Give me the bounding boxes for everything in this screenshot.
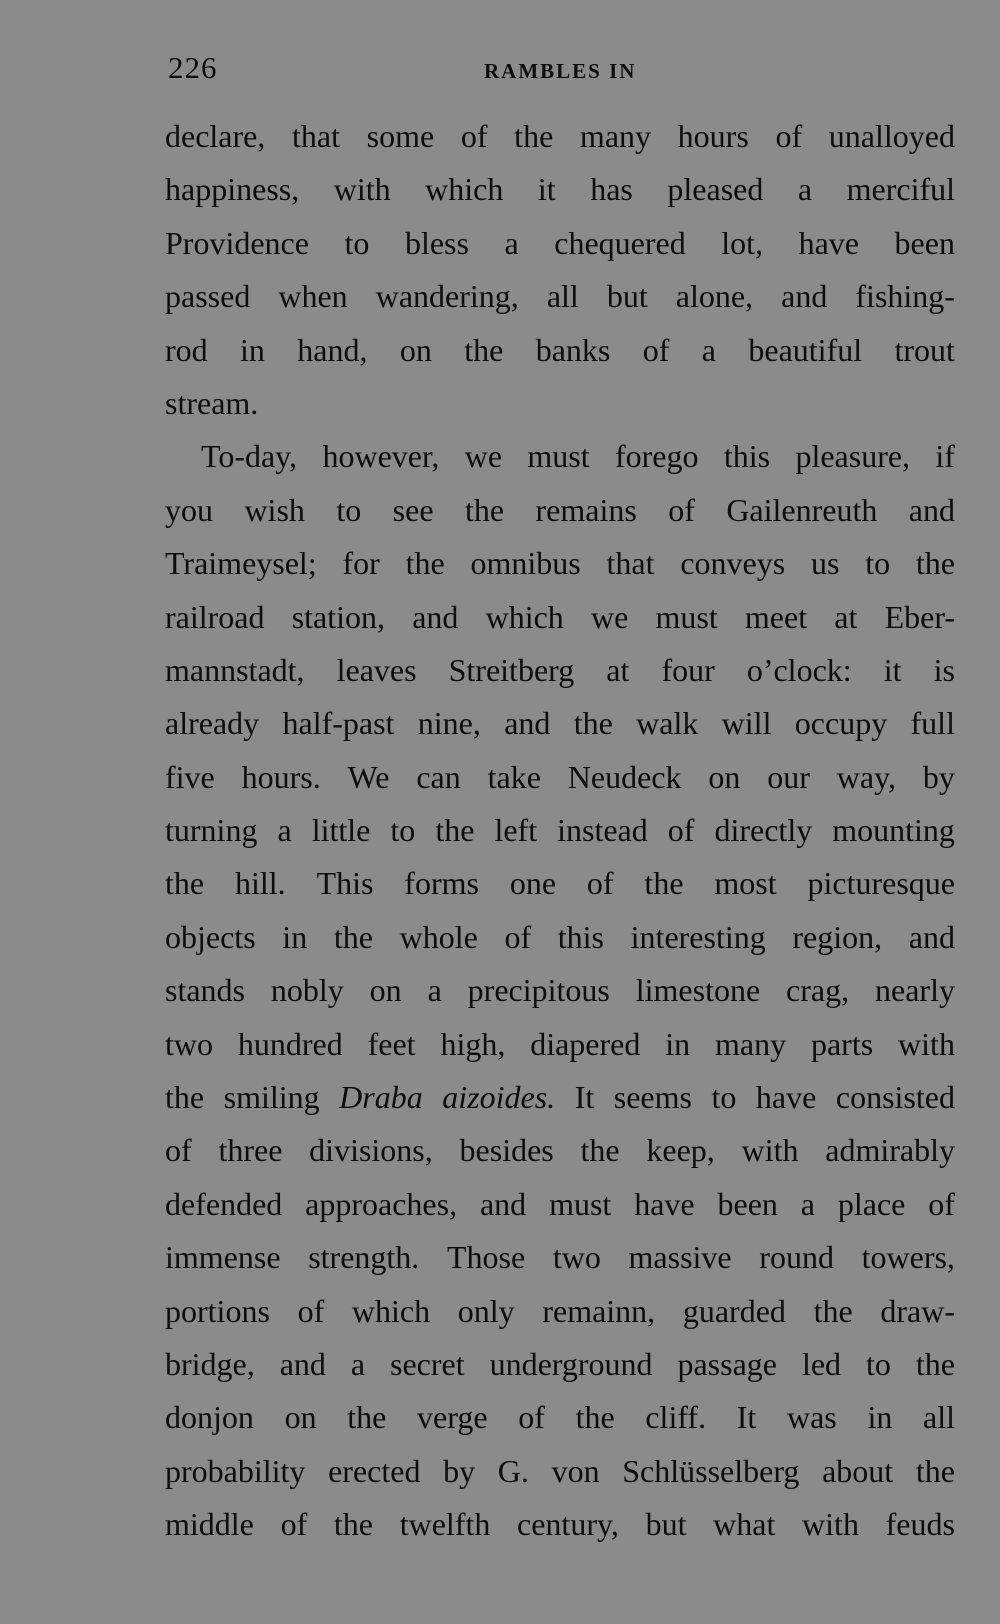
word: Schlüsselberg (622, 1452, 800, 1489)
word: must (655, 598, 718, 635)
word: if (935, 438, 955, 475)
word: all (923, 1399, 955, 1436)
word: of (586, 865, 614, 902)
text-line (165, 1231, 955, 1284)
word: probability (165, 1452, 306, 1489)
word: of (518, 1399, 545, 1436)
word: underground (489, 1345, 653, 1382)
word: seems (613, 1079, 692, 1116)
word: meet (744, 598, 808, 635)
word: with (802, 1506, 859, 1543)
word: many (715, 1025, 787, 1062)
word: with (333, 171, 391, 208)
running-head: RAMBLES IN (484, 59, 637, 83)
word: strength. (308, 1239, 420, 1276)
page-header (168, 50, 958, 90)
text-line (165, 163, 955, 216)
text-line (165, 697, 955, 750)
word: four (661, 651, 715, 688)
word: and (781, 278, 828, 315)
word: von (551, 1452, 600, 1489)
word: stream. (165, 384, 259, 421)
word: a (427, 972, 442, 1009)
word: of (928, 1185, 955, 1222)
word: Gailenreuth (726, 491, 878, 528)
word: nine, (417, 705, 481, 742)
word: hundred (237, 1025, 343, 1062)
word: have (798, 224, 859, 261)
word: of (504, 918, 532, 955)
word: the (165, 865, 205, 902)
word: of (775, 118, 803, 154)
word: the (347, 1399, 387, 1436)
word: objects (165, 918, 256, 955)
word: defended (165, 1185, 283, 1222)
word: middle (165, 1506, 254, 1543)
word: o’clock: (746, 651, 852, 688)
word: a (350, 1345, 366, 1382)
word: has (590, 171, 633, 208)
word: Eber- (884, 598, 955, 635)
word: must (527, 438, 590, 475)
word: on (399, 331, 432, 368)
word: half-past (282, 705, 395, 742)
word: and (908, 491, 955, 528)
italic-word: aizoides. (442, 1079, 556, 1116)
word: stands (165, 972, 245, 1009)
word: in (665, 1025, 691, 1062)
word: our (767, 758, 810, 795)
word: occupy (794, 705, 888, 742)
word: it (537, 171, 556, 208)
word: massive (628, 1239, 732, 1276)
word: have (634, 1185, 695, 1222)
word: of (280, 1506, 308, 1543)
word: the (644, 865, 684, 902)
text-line (165, 911, 955, 964)
word: can (416, 758, 461, 795)
word: in (240, 331, 265, 368)
word: on (708, 758, 741, 795)
word: walk (636, 705, 699, 742)
word: to (336, 491, 362, 528)
word: the (464, 331, 504, 368)
word: this (557, 918, 604, 955)
word: the (915, 1452, 955, 1489)
word: a (701, 331, 716, 368)
word: see (392, 491, 434, 528)
word: leaves (336, 651, 417, 688)
word: round (759, 1239, 834, 1276)
text-line (165, 377, 955, 430)
word: high, (440, 1025, 506, 1062)
body-text (165, 110, 955, 1552)
word: at (834, 598, 858, 635)
word: must (549, 1185, 612, 1222)
text-line (165, 110, 955, 163)
word: Traimeysel; (165, 545, 317, 582)
text-line (165, 270, 955, 323)
text-line (165, 324, 955, 377)
word: the (580, 1132, 620, 1169)
word: omnibus (470, 545, 581, 582)
word: in (282, 918, 308, 955)
word: to (865, 545, 891, 582)
word: full (910, 705, 955, 742)
text-line (165, 1124, 955, 1177)
word: G. (497, 1452, 529, 1489)
word: the (464, 491, 505, 528)
word: secret (390, 1345, 465, 1382)
word: the (165, 1079, 205, 1116)
word: of (297, 1292, 325, 1329)
word: unalloyed (828, 118, 955, 154)
word: will (721, 705, 772, 742)
word: was (786, 1399, 837, 1436)
word: hill. (234, 865, 286, 902)
word: we (464, 438, 503, 475)
word: when (278, 278, 348, 315)
word: to (390, 812, 416, 849)
word: which (425, 171, 504, 208)
word: what (713, 1506, 776, 1543)
text-line (165, 1498, 955, 1551)
text-line (165, 964, 955, 1017)
word: two (165, 1025, 213, 1062)
word: of (460, 118, 488, 154)
word: the (514, 118, 554, 154)
word: with (898, 1025, 955, 1062)
word: rod (165, 331, 208, 368)
word: most (714, 865, 777, 902)
text-line (165, 751, 955, 804)
word: to (711, 1079, 737, 1116)
word: but (606, 278, 648, 315)
word: erected (328, 1452, 421, 1489)
word: and (412, 598, 459, 635)
word: about (822, 1452, 894, 1489)
word: in (867, 1399, 893, 1436)
word: directly (714, 812, 813, 849)
word: To-day, (201, 438, 298, 475)
word: we (590, 598, 629, 635)
word: us (810, 545, 840, 582)
word: parts (810, 1025, 874, 1062)
word: trout (894, 331, 955, 368)
word: on (369, 972, 402, 1009)
word: besides (459, 1132, 554, 1169)
text-line (165, 1285, 955, 1338)
word: a (800, 1185, 815, 1222)
text-line (165, 1178, 955, 1231)
word: diapered (530, 1025, 641, 1062)
word: Those (446, 1239, 526, 1276)
word: guarded (682, 1292, 786, 1329)
word: you (165, 491, 213, 528)
word: Streitberg (448, 651, 575, 688)
word: railroad (165, 598, 265, 635)
word: the (575, 1399, 615, 1436)
word: which (351, 1292, 431, 1329)
word: This (316, 865, 374, 902)
word: left (494, 812, 538, 849)
text-line (165, 591, 955, 644)
word: take (487, 758, 541, 795)
word: some (366, 118, 435, 154)
word: the (333, 1506, 373, 1543)
word: wish (244, 491, 305, 528)
word: alone, (675, 278, 754, 315)
word: Providence (165, 224, 309, 261)
word: verge (417, 1399, 488, 1436)
word: smiling (223, 1079, 320, 1116)
word: the (435, 812, 475, 849)
word: of (667, 812, 695, 849)
word: the (333, 918, 373, 955)
word: We (347, 758, 390, 795)
word: bridge, (165, 1345, 255, 1382)
word: passage (677, 1345, 777, 1382)
word: remains (535, 491, 637, 528)
word: a (797, 171, 813, 208)
word: three (218, 1132, 283, 1169)
word: pleased (667, 171, 764, 208)
word: at (606, 651, 630, 688)
word: that (606, 545, 655, 582)
word: feet (367, 1025, 416, 1062)
word: It (574, 1079, 595, 1116)
word: consisted (835, 1079, 955, 1116)
word: keep, (646, 1132, 715, 1169)
word: lot, (721, 224, 764, 261)
word: have (755, 1079, 817, 1116)
word: many (579, 118, 652, 154)
word: interesting (630, 918, 766, 955)
word: nearly (875, 972, 955, 1009)
word: hand, (297, 331, 368, 368)
word: happiness, (165, 171, 300, 208)
word: a (504, 224, 519, 261)
word: crag, (786, 972, 850, 1009)
word: led (801, 1345, 842, 1382)
page-number: 226 (168, 50, 218, 85)
word: a (277, 812, 292, 849)
word: the (813, 1292, 853, 1329)
word: but (645, 1506, 687, 1543)
word: to (865, 1345, 891, 1382)
word: all (546, 278, 579, 315)
text-line (165, 1391, 955, 1444)
word: been (894, 224, 955, 261)
word: forms (404, 865, 479, 902)
word: towers, (861, 1239, 955, 1276)
word: hours (677, 118, 749, 154)
word: region, (792, 918, 883, 955)
word: draw- (880, 1292, 955, 1329)
word: and (279, 1345, 326, 1382)
word: forego (614, 438, 699, 475)
word: with (741, 1132, 799, 1169)
word: of (668, 491, 695, 528)
word: beautiful (748, 331, 863, 368)
word: wandering, (375, 278, 519, 315)
text-line (165, 1338, 955, 1391)
word: the (915, 545, 955, 582)
word: which (485, 598, 564, 635)
word: already (165, 705, 260, 742)
word: merciful (846, 171, 955, 208)
text-line (165, 644, 955, 697)
word: nobly (270, 972, 344, 1009)
word: conveys (680, 545, 786, 582)
word: been (717, 1185, 778, 1222)
word: the (915, 1345, 955, 1382)
word: pleasure, (795, 438, 911, 475)
word: limestone (635, 972, 761, 1009)
word: is (933, 651, 955, 688)
word: of (165, 1132, 192, 1169)
word: bless (404, 224, 469, 261)
word: declare, (165, 118, 266, 154)
word: chequered (554, 224, 686, 261)
word: little (311, 812, 371, 849)
word: by (922, 758, 955, 795)
word: picturesque (807, 865, 955, 902)
word: fishing- (855, 278, 955, 315)
word: It (736, 1399, 757, 1436)
word: to (344, 224, 370, 261)
word: place (837, 1185, 906, 1222)
word: two (552, 1239, 601, 1276)
word: and (504, 705, 551, 742)
word: the (405, 545, 445, 582)
word: cliff. (645, 1399, 707, 1436)
word: one (509, 865, 557, 902)
text-line (165, 804, 955, 857)
word: however, (322, 438, 440, 475)
word: immense (165, 1239, 281, 1276)
word: feuds (885, 1506, 955, 1543)
word: twelfth (399, 1506, 491, 1543)
word: precipitous (467, 972, 610, 1009)
text-line (165, 537, 955, 590)
word: passed (165, 278, 251, 315)
word: of (642, 331, 670, 368)
word: mannstadt, (165, 651, 305, 688)
word: station, (291, 598, 386, 635)
word: whole (399, 918, 478, 955)
word: hours. (241, 758, 321, 795)
word: that (292, 118, 340, 154)
text-line (165, 484, 955, 537)
text-line (165, 1018, 955, 1071)
word: portions (165, 1292, 270, 1329)
word: by (443, 1452, 476, 1489)
word: five (165, 758, 215, 795)
word: divisions, (309, 1132, 433, 1169)
word: banks (535, 331, 611, 368)
word: the (573, 705, 613, 742)
word: and (479, 1185, 527, 1222)
word: it (883, 651, 902, 688)
word: remainn, (542, 1292, 656, 1329)
word: only (457, 1292, 515, 1329)
text-line (165, 857, 955, 910)
text-line (165, 1071, 955, 1124)
text-line (165, 1445, 955, 1498)
word: approaches, (305, 1185, 458, 1222)
word: turning (165, 812, 258, 849)
word: and (908, 918, 955, 955)
word: instead (557, 812, 648, 849)
word: this (723, 438, 771, 475)
text-line (165, 430, 955, 483)
word: on (284, 1399, 317, 1436)
text-line (165, 217, 955, 270)
word: way, (836, 758, 897, 795)
italic-word: Draba (339, 1079, 423, 1116)
word: mounting (832, 812, 955, 849)
word: Neudeck (567, 758, 682, 795)
word: donjon (165, 1399, 254, 1436)
word: for (342, 545, 380, 582)
word: admirably (825, 1132, 955, 1169)
word: century, (517, 1506, 619, 1543)
